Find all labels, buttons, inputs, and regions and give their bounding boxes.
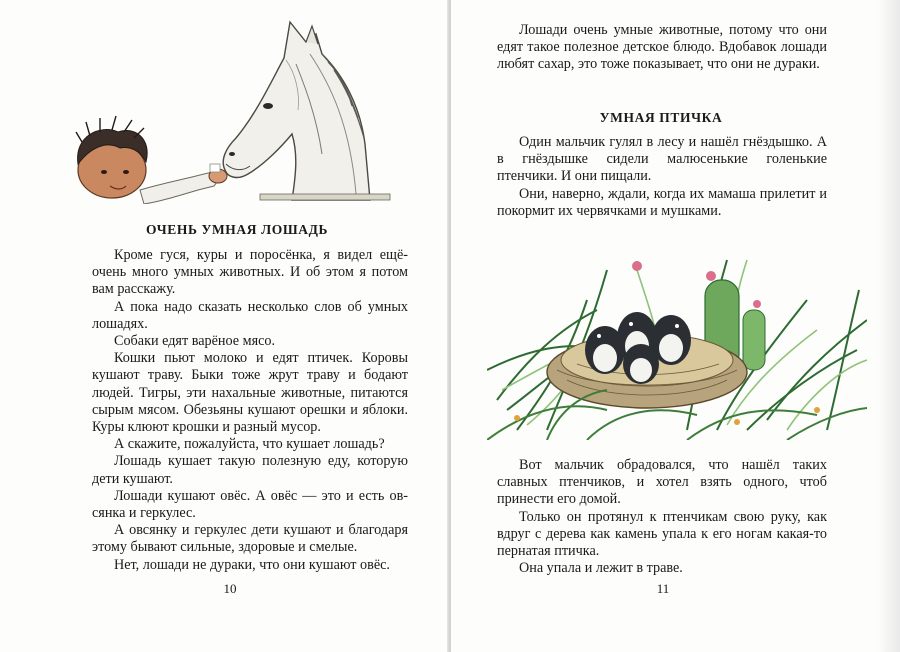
boy-and-horse-illustration [60,14,420,204]
paragraph: А скажите, пожалуйста, что кушает лошадь? [114,436,385,453]
paragraph: Нет, лошади не дураки, что они кушают овёс. [114,556,390,573]
left-page-text [92,247,408,574]
page-number-right: 11 [656,581,670,596]
paragraph: Только он протянул к птенчикам свою руку, как вдруг с дерева как камень упала к его ногам какая-то пернатая птичка. [497,508,827,560]
paragraph: Кроме гуся, куры и поросёнка, я видел ещёочень много умных животных. И об этом я потом вам расскажу. [92,247,408,298]
right-page [451,0,900,652]
paragraph: А пока надо сказать несколько слов об умных лошадях. [92,298,408,332]
right-page-top-text [497,134,827,220]
chapter-heading-horse: ОЧЕНЬ УМНАЯ ЛОШАДЬ [145,222,329,237]
right-page-bottom-text [497,457,827,577]
paragraph: Лошади очень умные животные, потому что они едят такое полезное детское блюдо. Вдобавок лошади любят сахар, это тоже показывает, что они не дураки. [497,22,827,73]
page-number-left: 10 [223,581,237,596]
paragraph: Лошади кушают овёс. А овёс — это и есть овсянка и геркулес. [92,487,408,522]
paragraph: Они, наверно, ждали, когда их мамаша прилетит и покормит их червячками и мушками. [497,185,827,219]
paragraph: Лошадь кушает такую полезную еду, которую дети кушают. [92,453,408,487]
paragraph: Вот мальчик обрадовался, что нашёл таких славных птенчиков, и хотел взять одного, чтоб принести его домой. [497,457,827,508]
chapter-heading-bird: УМНАЯ ПТИЧКА [599,110,723,125]
paragraph: Она упала и лежит в траве. [519,560,683,577]
paragraph: Один мальчик гулял в лесу и нашёл гнёздышко. А в гнёздышке сидели малюсенькие голенькие птенчики. И они пищали. [497,134,827,185]
bird-nest-in-grass-illustration [487,240,867,440]
right-page-intro-text [497,22,827,74]
paragraph: Кошки пьют молоко и едят птичек. Коровы кушают траву. Быки тоже жрут траву и бодают людей. Тигры, эти нахальные животные, питаются сырым мясом. Обезьяны кушают орешки и яблоки. Куры клюют крошки и разный мусор. [92,350,408,436]
paragraph: А овсянку и геркулес дети кушают и благодаря этому бывают сильные, здоровые и смелые. [92,522,408,556]
left-page [0,0,449,652]
paragraph: Собаки едят варёное мясо. [114,333,276,350]
page-edge-shadow [878,0,900,652]
